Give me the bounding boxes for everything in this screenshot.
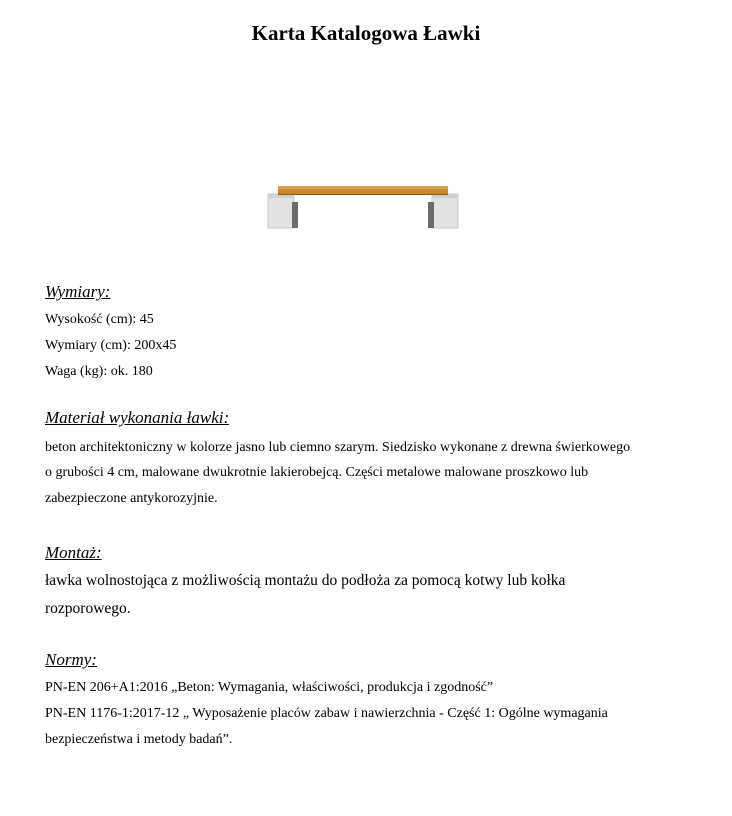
section-heading-material: Materiał wykonania ławki:: [45, 408, 230, 427]
bench-image: [258, 172, 468, 242]
dimension-height: Wysokość (cm): 45: [45, 312, 154, 327]
section-heading-normy: Normy:: [45, 650, 97, 669]
material-text-line: o grubości 4 cm, malowane dwukrotnie lakierobejcą. Części metalowe malowane proszkowo lub: [45, 465, 589, 480]
section-heading-montaz: Montaż:: [45, 543, 102, 562]
material-text-line: beton architektoniczny w kolorze jasno lub ciemno szarym. Siedzisko wykonane z drewna świerkowego: [45, 440, 631, 455]
norm-item-continuation: bezpieczeństwa i metody badań”.: [45, 732, 233, 747]
material-text-line: zabezpieczone antykorozyjnie.: [45, 491, 218, 506]
section-heading-wymiary: Wymiary:: [45, 282, 111, 301]
dimension-size: Wymiary (cm): 200x45: [45, 338, 177, 353]
montaz-text-line: ławka wolnostojąca z możliwością montażu do podłoża za pomocą kotwy lub kołka: [45, 572, 566, 589]
dimension-weight: Waga (kg): ok. 180: [45, 364, 153, 379]
norm-item: PN-EN 206+A1:2016 „Beton: Wymagania, właściwości, produkcja i zgodność”: [45, 680, 494, 695]
montaz-text-line: rozporowego.: [45, 600, 131, 617]
page-title: Karta Katalogowa Ławki: [251, 21, 481, 45]
norm-item: PN-EN 1176-1:2017-12 „ Wyposażenie placów zabaw i nawierzchnia - Część 1: Ogólne wymagania: [45, 706, 608, 721]
